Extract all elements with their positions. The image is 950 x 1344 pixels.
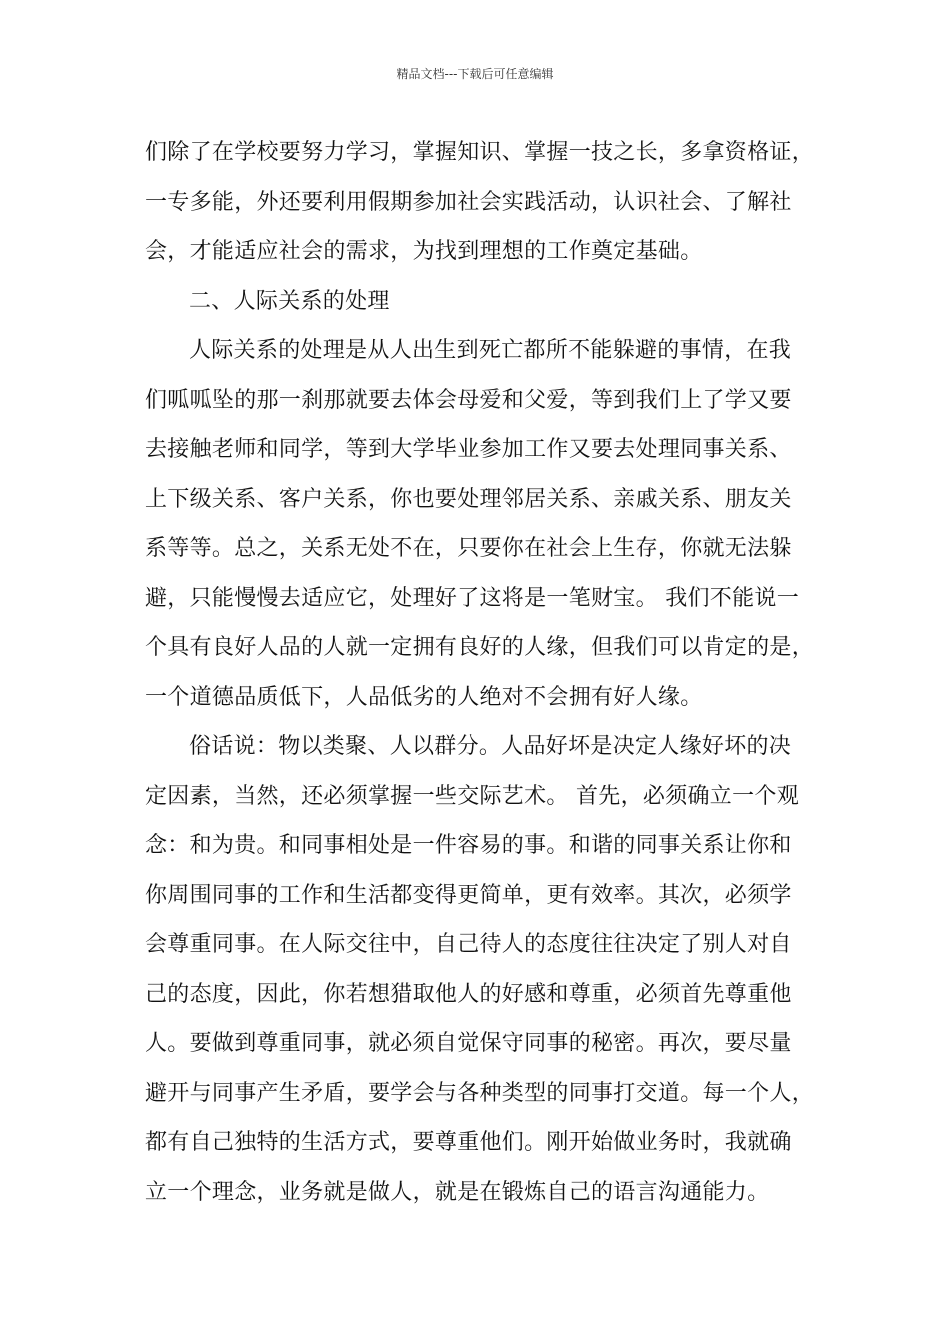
text-line: 人。要做到尊重同事，就必须自觉保守同事的秘密。再次，要尽量 [145,1031,792,1056]
text-line: 个具有良好人品的人就一定拥有良好的人缘，但我们可以肯定的是， [145,635,815,660]
text-line: 们呱呱坠的那一刹那就要去体会母爱和父爱，等到我们上了学又要 [145,387,792,413]
text-line: 会尊重同事。在人际交往中，自己待人的态度往往决定了别人对自 [145,932,792,957]
page-header: 精品文档---下载后可任意编辑 [396,67,554,81]
text-line: 会，才能适应社会的需求，为找到理想的工作奠定基础。 [145,239,703,264]
text-line: 俗话说：物以类聚、人以群分。人品好坏是决定人缘好坏的决 [189,734,792,759]
text-line: 都有自己独特的生活方式，要尊重他们。刚开始做业务时，我就确 [145,1130,792,1155]
text-line: 避开与同事产生矛盾，要学会与各种类型的同事打交道。每一个人， [145,1080,815,1106]
text-line: 去接触老师和同学，等到大学毕业参加工作又要去处理同事关系、 [145,437,792,462]
text-line: 避，只能慢慢去适应它，处理好了这将是一笔财宝。 我们不能说一 [145,585,799,611]
text-line: 定因素，当然，还必须掌握一些交际艺术。 首先，必须确立一个观 [145,783,799,809]
section-heading: 二、人际关系的处理 [189,288,390,314]
text-line: 你周围同事的工作和生活都变得更简单，更有效率。其次，必须学 [145,882,792,908]
text-line: 念：和为贵。和同事相处是一件容易的事。和谐的同事关系让你和 [145,833,792,858]
text-line: 系等等。总之，关系无处不在，只要你在社会上生存，你就无法躲 [145,536,792,561]
text-line: 们除了在学校要努力学习，掌握知识、掌握一技之长，多拿资格证， [145,140,815,165]
text-line: 上下级关系、客户关系，你也要处理邻居关系、亲戚关系、朋友关 [145,486,792,512]
document-body [145,128,815,1217]
text-line: 人际关系的处理是从人出生到死亡都所不能躲避的事情，在我 [189,338,792,363]
text-line: 立一个理念，业务就是做人，就是在锻炼自己的语言沟通能力。 [145,1179,770,1205]
text-line: 己的态度，因此，你若想猎取他人的好感和尊重，必须首先尊重他 [145,981,792,1007]
text-line: 一专多能，外还要利用假期参加社会实践活动，认识社会、了解社 [145,189,792,215]
text-line: 一个道德品质低下，人品低劣的人绝对不会拥有好人缘。 [145,684,703,710]
